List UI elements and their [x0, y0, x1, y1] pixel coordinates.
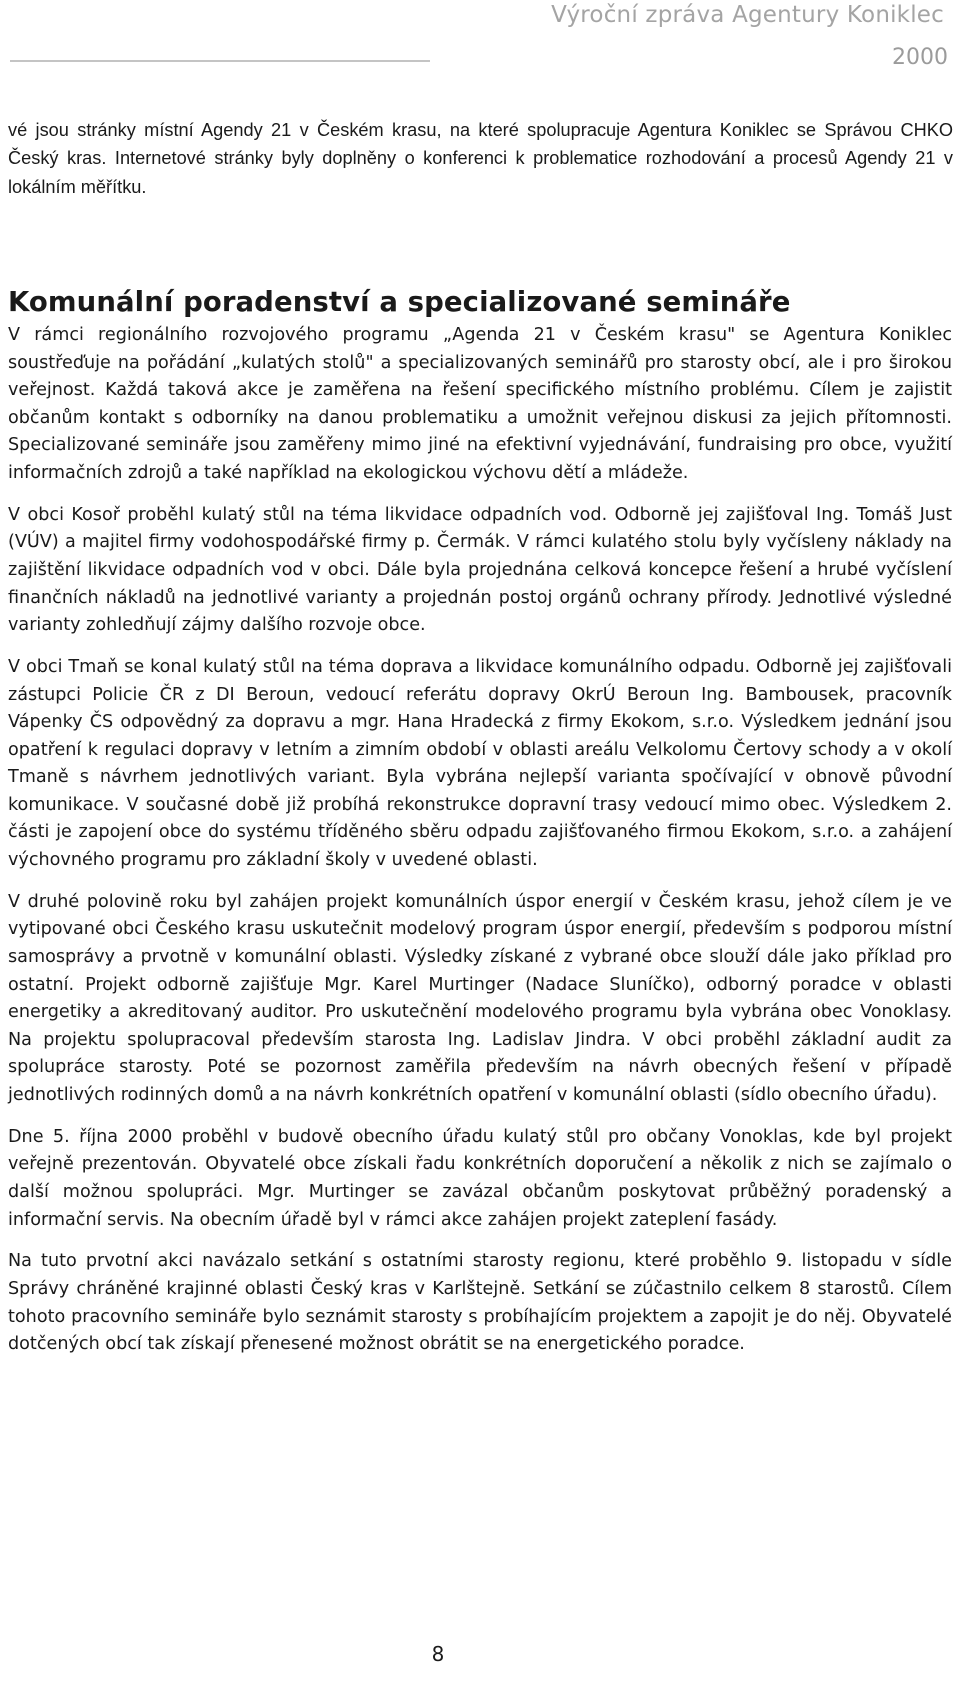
document-year: 2000 — [892, 45, 948, 70]
header-divider — [10, 60, 430, 62]
section-heading: Komunální poradenství a specializované semináře — [8, 286, 791, 318]
paragraph-tman: V obci Tmaň se konal kulatý stůl na téma doprava a likvidace komunálního odpadu. Odborně jej zajišťovali zástupci Policie ČR z DI Beroun, vedoucí referátu dopravy OkrÚ Beroun Ing. Bambousek, pracovník Vápenky ČS odpovědný za dopravu a mgr. Hana Hradecká z firmy Ekokom, s.r.o. Výsledkem jednání jsou opatření k regulaci dopravy v letním a zimním období v oblasti areálu Velkolomu Čertovy schody a v okolí Tmaně s návrhem jednotlivých variant. Byla vybrána nejlepší varianta spočívající v obnově původní komunikace. V současné době již probíhá rekonstrukce dopravní trasy vedoucí mimo obec. Výsledkem 2. části je zapojení obce do systému tříděného sběru odpadu zajišťovaného firmou Ekokom, s.r.o. a zahájení výchovného programu pro základní školy v uvedené oblasti. — [8, 656, 952, 871]
paragraph-mayors-meeting: Na tuto prvotní akci navázalo setkání s ostatními starosty regionu, které proběhlo 9. listopadu v sídle Správy chráněné krajinné oblasti Český kras v Karlštejně. Setkání se zúčastnilo celkem 8 starostů. Cílem tohoto pracovního semináře bylo seznámit starosty s probíhajícím projektem a zapojit je do něj. Obyvatelé dotčených obcí tak získají přenesené možnost obrátit se na energetického poradce. — [8, 1251, 952, 1355]
intro-paragraph: vé jsou stránky místní Agendy 21 v Českém krasu, na které spolupracuje Agentura Koniklec se Správou CHKO Český kras. Internetové stránky byly doplněny o konferenci k problematice rozhodování a procesů Agendy 21 v lokálním měřítku. — [8, 120, 953, 197]
paragraph-agenda21: V rámci regionálního rozvojového programu „Agenda 21 v Českém krasu" se Agentura Koniklec soustřeďuje na pořádání „kulatých stolů" a specializovaných seminářů pro starosty obcí, ale i pro širokou veřejnost. Každá taková akce je zaměřena na řešení specifického místního problému. Cílem je zajistit občanům kontakt s odborníky na danou problematiku a umožnit veřejnou diskusi za jejich přítomnosti. Specializované semináře jsou zaměřeny mimo jiné na efektivní vyjednávání, fundraising pro obce, využití informačních zdrojů a také například na ekologickou výchovu dětí a mládeže. — [8, 325, 952, 483]
paragraph-kosor: V obci Kosoř proběhl kulatý stůl na téma likvidace odpadních vod. Odborně jej zajišťoval Ing. Tomáš Just (VÚV) a majitel firmy vodohospodářské firmy p. Čermák. V rámci kulatého stolu byly vyčísleny náklady na zajištění likvidace odpadních vod v obci. Dále byla projednána celková koncepce řešení a hrubé vyčíslení finančních nákladů na jednotlivé varianty a projednán postoj orgánů ochrany přírody. Jednotlivé výsledné varianty zohledňují zájmy dalšího rozvoje obce. — [8, 504, 952, 636]
page-number: 8 — [431, 1642, 445, 1666]
section-body — [8, 322, 952, 1373]
paragraph-energy-savings: V druhé polovině roku byl zahájen projekt komunálních úspor energií v Českém krasu, jehož cílem je ve vytipované obci Českého krasu uskutečnit modelový program úspor energií, především s podporou místní samosprávy a prvotně v komunální oblasti. Výsledky získané z vybrané obce slouží dále jako příklad pro ostatní. Projekt odborně zajišťuje Mgr. Karel Murtinger (Nadace Sluníčko), odborný poradce v oblasti energetiky a akreditovaný auditor. Pro uskutečnění modelového programu byla vybrána obec Vonoklasy. Na projektu spolupracoval především starosta Ing. Ladislav Jindra. V obci proběhl základní audit za spolupráce starosty. Poté se pozornost zaměřila především na návrh obecných řešení v případě jednotlivých rodinných domů a na návrh konkrétních opatření v komunální oblasti (sídlo obecního úřadu). — [8, 891, 952, 1105]
paragraph-vonoklasy: Dne 5. října 2000 proběhl v budově obecního úřadu kulatý stůl pro občany Vonoklas, kde byl projekt veřejně prezentován. Obyvatelé obce získali řadu konkrétních doporučení a několik z nich se zajímalo o další možnou spolupráci. Mgr. Murtinger se zavázal občanům poskytovat průběžný poradenský a informační servis. Na obecním úřadě byl v rámci akce zahájen projekt zateplení fasády. — [8, 1126, 952, 1230]
document-title: Výroční zpráva Agentury Koniklec — [551, 2, 944, 28]
